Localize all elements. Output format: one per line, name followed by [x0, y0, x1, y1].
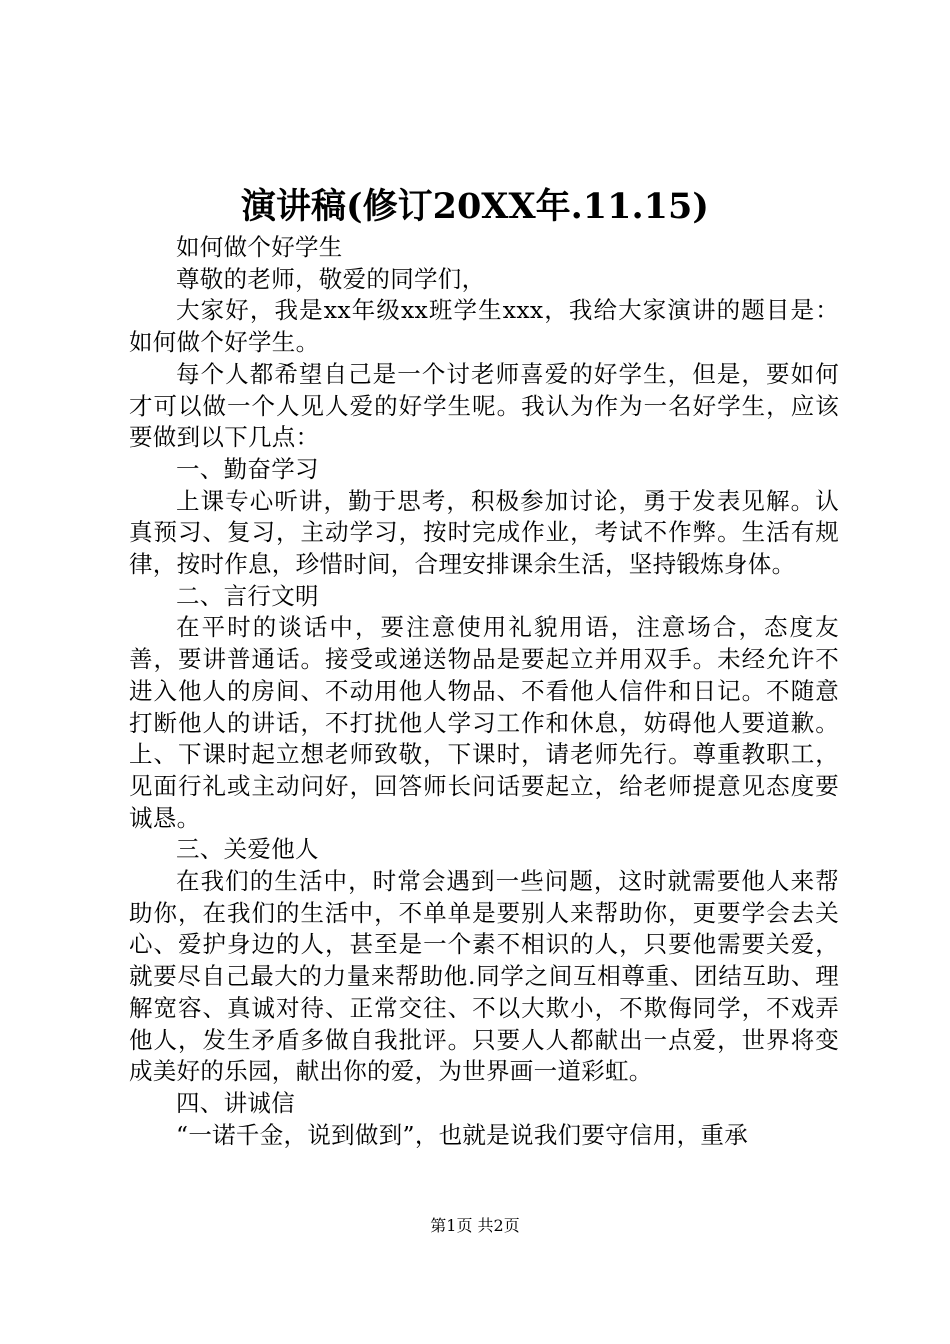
paragraph-section-3: 在我们的生活中，时常会遇到一些问题，这时就需要他人来帮助你，在我们的生活中，不单单是要别人来帮助你，更要学会去关心、爱护身边的人，甚至是一个素不相识的人，只要他需要关爱，就要尽自己最大的力量来帮助他.同学之间互相尊重、团结互助、理解宽容、真诚对待、正常交往、不以大欺小，不欺侮同学，不戏弄他人，发生矛盾多做自我批评。只要人人都献出一点爱，世界将变成美好的乐园，献出你的爱，为世界画一道彩虹。	[129, 867, 839, 1086]
page-footer: 第1页 共2页	[430, 1216, 520, 1235]
paragraph-topic: 如何做个好学生	[176, 233, 343, 261]
section-heading-1: 一、勤奋学习	[176, 454, 319, 483]
paragraph-intro: 每个人都希望自己是一个讨老师喜爱的好学生，但是，要如何才可以做一个人见人爱的好学生呢。我认为作为一名好学生，应该要做到以下几点：	[129, 359, 839, 452]
document-body	[129, 232, 839, 1151]
document-title: 演讲稿(修订20XX年.11.15)	[241, 186, 709, 227]
paragraph-section-2: 在平时的谈话中，要注意使用礼貌用语，注意场合，态度友善，要讲普通话。接受或递送物品是要起立并用双手。未经允许不进入他人的房间、不动用他人物品、不看他人信件和日记。不随意打断他人的讲话，不打扰他人学习工作和休息，妨碍他人要道歉。上、下课时起立想老师致敬，下课时，请老师先行。尊重教职工，见面行礼或主动问好，回答师长问话要起立，给老师提意见态度要诚恳。	[129, 613, 839, 832]
section-heading-4: 四、讲诚信	[176, 1088, 295, 1117]
paragraph-section-1: 上课专心听讲，勤于思考，积极参加讨论，勇于发表见解。认真预习、复习，主动学习，按时完成作业，考试不作弊。生活有规律，按时作息，珍惜时间，合理安排课余生活，坚持锻炼身体。	[129, 486, 839, 579]
section-heading-3: 三、关爱他人	[176, 835, 319, 864]
paragraph-section-4: “一诺千金，说到做到”，也就是说我们要守信用，重承	[176, 1120, 749, 1149]
paragraph-salutation: 尊敬的老师，敬爱的同学们，	[176, 264, 486, 293]
section-heading-2: 二、言行文明	[176, 581, 319, 610]
paragraph-greeting: 大家好，我是xx年级xx班学生xxx，我给大家演讲的题目是：如何做个好学生。	[129, 296, 839, 357]
